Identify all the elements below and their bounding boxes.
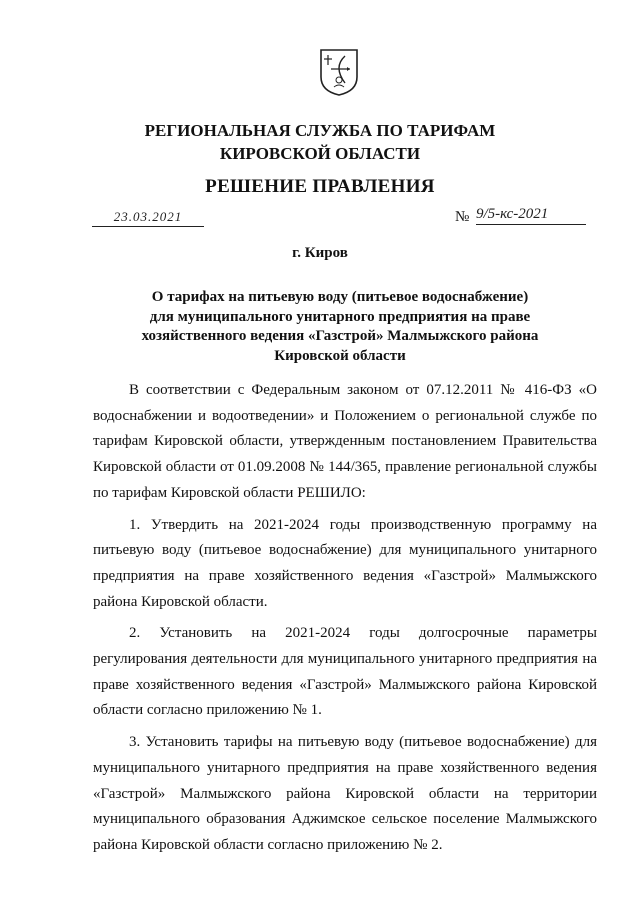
organization-name-line1: РЕГИОНАЛЬНАЯ СЛУЖБА ПО ТАРИФАМ <box>144 121 496 140</box>
decision-body <box>93 378 597 859</box>
organization-name-line2: КИРОВСКОЙ ОБЛАСТИ <box>219 144 421 163</box>
handwritten-date: 23.03.2021 <box>92 209 204 227</box>
subject-line: О тарифах на питьевую воду (питьевое водоснабжение) <box>151 289 529 305</box>
number-label: № <box>455 209 470 225</box>
subject-line: хозяйственного ведения «Газстрой» Малмыжского района <box>141 328 539 344</box>
coat-of-arms-icon <box>318 47 360 97</box>
subject-line: Кировской области <box>274 347 406 364</box>
preamble-paragraph: В соответствии с Федеральным законом от 07.12.2011 № 416-ФЗ «О водоснабжении и водоотведении» и Положением о региональной службе по тарифам Кировской области, утвержденным постановлением Правительства Кировской области от 01.09.2008 № 144/365, правление региональной службы по тарифам Кировской области РЕШИЛО: <box>93 382 597 501</box>
organization-name <box>0 119 640 165</box>
document-title: РЕШЕНИЕ ПРАВЛЕНИЯ <box>205 176 435 197</box>
handwritten-number: 9/5-кс-2021 <box>476 206 586 225</box>
decision-item: 2. Установить на 2021-2024 годы долгосрочные параметры регулирования деятельности для муниципального унитарного предприятия на праве хозяйственного ведения «Газстрой» Малмыжского района Кировской области согласно приложению № 1. <box>93 625 597 719</box>
city-line: г. Киров <box>292 245 348 261</box>
decision-item: 3. Установить тарифы на питьевую воду (питьевое водоснабжение) для муниципального унитарного предприятия на праве хозяйственного ведения «Газстрой» Малмыжского района Кировской области на территории муниципального образования Аджимское сельское поселение Малмыжского района Кировской области согласно приложению № 2. <box>93 734 597 853</box>
decision-item: 1. Утвердить на 2021-2024 годы производственную программу на питьевую воду (питьевое водоснабжение) для муниципального унитарного предприятия на праве хозяйственного ведения «Газстрой» Малмыжского района Кировской области. <box>93 516 597 610</box>
subject-line: для муниципального унитарного предприятия на праве <box>149 308 531 325</box>
decision-subject <box>110 288 570 366</box>
